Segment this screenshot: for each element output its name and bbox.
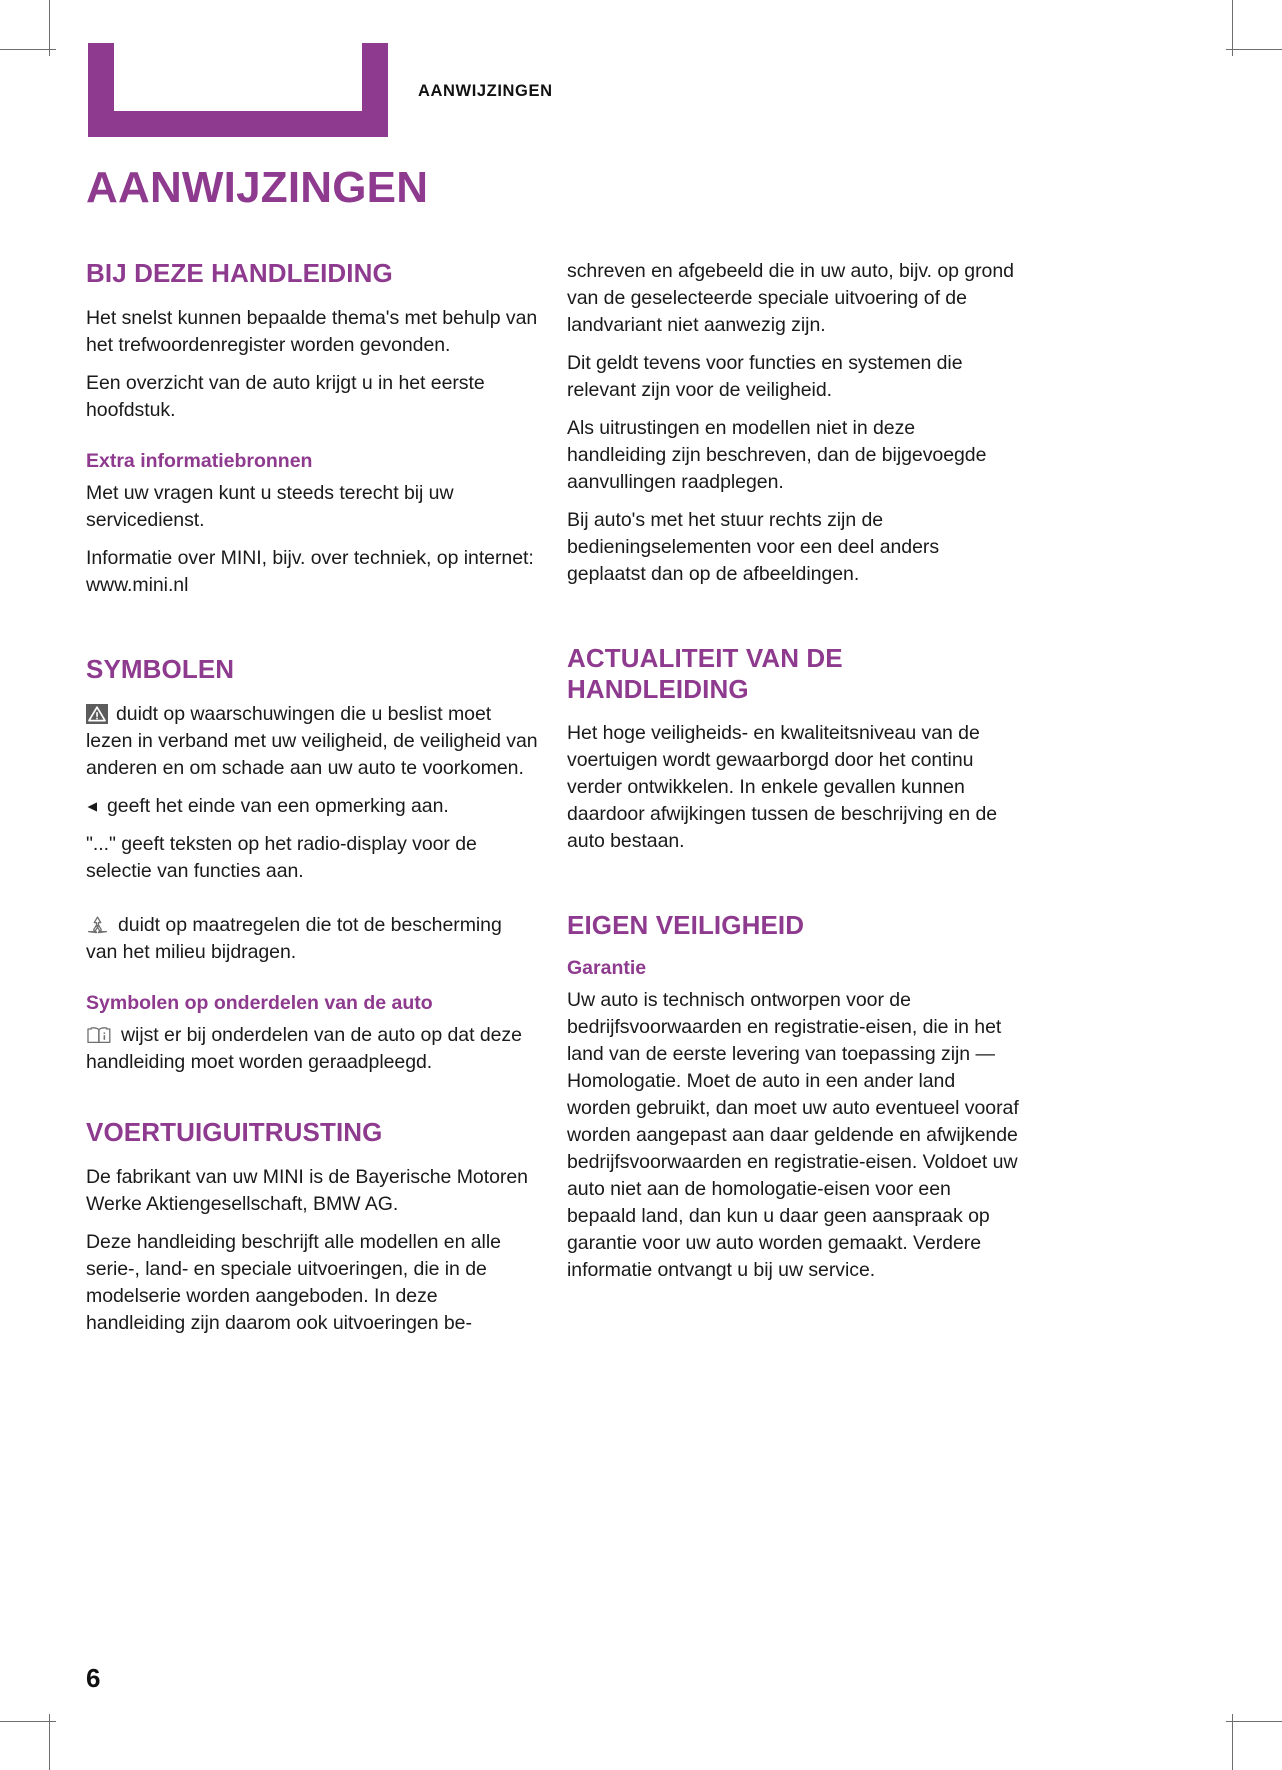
spacer xyxy=(86,610,538,654)
right-column xyxy=(567,258,1019,1295)
paragraph: Het snelst kunnen bepaalde thema's met behulp van het trefwoordenregister worden gevonden. xyxy=(86,306,538,356)
crop-mark-top-right-horizontal xyxy=(1226,49,1282,50)
header-logo-band xyxy=(88,43,388,137)
paragraph: schreven en afgebeeld die in uw auto, bijv. op grond van de geselecteerde speciale uitvoering of de landvariant niet aanwezig zijn. xyxy=(567,260,1014,336)
running-head: AANWIJZINGEN xyxy=(418,82,553,100)
paragraph: Als uitrustingen en modellen niet in deze handleiding zijn beschreven, dan de bijgevoegde aanvullingen raadplegen. xyxy=(567,417,987,493)
subsection-heading-symbolen-op-onderdelen: Symbolen op onderdelen van de auto xyxy=(86,991,433,1014)
symbol-item-end-of-note xyxy=(86,793,538,820)
paragraph: Met uw vragen kunt u steeds terecht bij uw servicedienst. xyxy=(86,482,454,532)
symbol-item-consult-manual xyxy=(86,1022,538,1076)
paragraph: Dit geldt tevens voor functies en systemen die relevant zijn voor de veiligheid. xyxy=(567,352,963,401)
warning-triangle-icon xyxy=(86,704,108,724)
symbol-item-text: duidt op waarschuwingen die u beslist moet lezen in verband met uw veiligheid, de veiligheid van anderen en om schade aan uw auto te voorkomen. xyxy=(86,702,538,779)
open-book-info-icon xyxy=(86,1025,112,1045)
symbol-item-text: geeft het einde van een opmerking aan. xyxy=(107,794,449,817)
symbol-item-radio-display: "..." geeft teksten op het radio-display voor de selectie van functies aan. xyxy=(86,832,477,882)
crop-mark-bottom-right-vertical xyxy=(1232,1714,1233,1770)
crop-mark-bottom-left-vertical xyxy=(49,1714,50,1770)
left-column xyxy=(86,258,538,1348)
crop-mark-top-right-vertical xyxy=(1232,0,1233,56)
paragraph: Een overzicht van de auto krijgt u in het eerste hoofdstuk. xyxy=(86,371,485,421)
crop-mark-top-left-vertical xyxy=(49,0,50,56)
paragraph: Het hoge veiligheids- en kwaliteitsniveau van de voertuigen wordt gewaarborgd door het continu verder ontwikkelen. In enkele gevallen kunnen daardoor afwijkingen tussen de beschrijving en de auto bestaan. xyxy=(567,722,998,853)
section-heading-actualiteit-van-de-handleiding: ACTUALITEIT VAN DE HANDLEIDING xyxy=(567,643,843,704)
spacer xyxy=(567,866,1019,910)
subsection-heading-extra-informatiebronnen: Extra informatiebronnen xyxy=(86,449,313,472)
spacer xyxy=(86,1087,538,1117)
section-heading-bij-deze-handleiding: BIJ DEZE HANDLEIDING xyxy=(86,258,393,288)
paragraph: Uw auto is technisch ontworpen voor de bedrijfsvoorwaarden en registratie-eisen, die in het land van de eerste levering van toepassing zijn — Homologatie. Moet de auto in een ander land worden gebruikt, dan moet uw auto eventueel vooraf worden aangepast aan daar geldende en afwijkende bedrijfsvoorwaarden en registratie-eisen. Voldoet uw auto niet aan de homologatie-eisen voor een bepaald land, dan kun u daar geen aanspraak op garantie voor uw auto worden gemaakt. Verdere informatie ontvangt u bij uw service. xyxy=(567,989,1019,1282)
symbol-item-text: wijst er bij onderdelen van de auto op dat deze handleiding moet worden geraadpleegd. xyxy=(86,1024,522,1074)
crop-mark-bottom-right-horizontal xyxy=(1226,1721,1282,1722)
subsection-heading-garantie: Garantie xyxy=(567,957,647,980)
symbol-item-environment xyxy=(86,912,538,966)
spacer xyxy=(86,896,538,912)
symbol-item-text: duidt op maatregelen die tot de bescherming van het milieu bijdragen. xyxy=(86,913,502,963)
paragraph: De fabrikant van uw MINI is de Bayerische Motoren Werke Aktiengesellschaft, BMW AG. xyxy=(86,1165,528,1215)
paragraph: Deze handleiding beschrijft alle modellen en alle serie-, land- en speciale uitvoeringen, die in de modelserie worden aangeboden. In deze handleiding zijn daarom ook uitvoeringen be- xyxy=(86,1230,501,1334)
section-heading-eigen-veiligheid: EIGEN VEILIGHEID xyxy=(567,910,805,941)
page-number: 6 xyxy=(86,1663,101,1693)
paragraph: Informatie over MINI, bijv. over techniek, op internet: www.mini.nl xyxy=(86,547,534,597)
crop-mark-top-left-horizontal xyxy=(0,49,56,50)
spacer xyxy=(567,599,1019,643)
page-title: AANWIJZINGEN xyxy=(86,163,429,212)
section-heading-symbolen: SYMBOLEN xyxy=(86,654,235,685)
end-of-note-marker-icon xyxy=(86,801,100,813)
mini-bracket-logo xyxy=(88,43,388,137)
recycling-icon xyxy=(86,915,109,936)
symbol-item-warning xyxy=(86,701,538,782)
section-heading-voertuiguitrusting: VOERTUIGUITRUSTING xyxy=(86,1117,383,1148)
crop-mark-bottom-left-horizontal xyxy=(0,1721,56,1722)
paragraph: Bij auto's met het stuur rechts zijn de bedieningselementen voor een deel anders geplaatst dan op de afbeeldingen. xyxy=(567,509,940,585)
